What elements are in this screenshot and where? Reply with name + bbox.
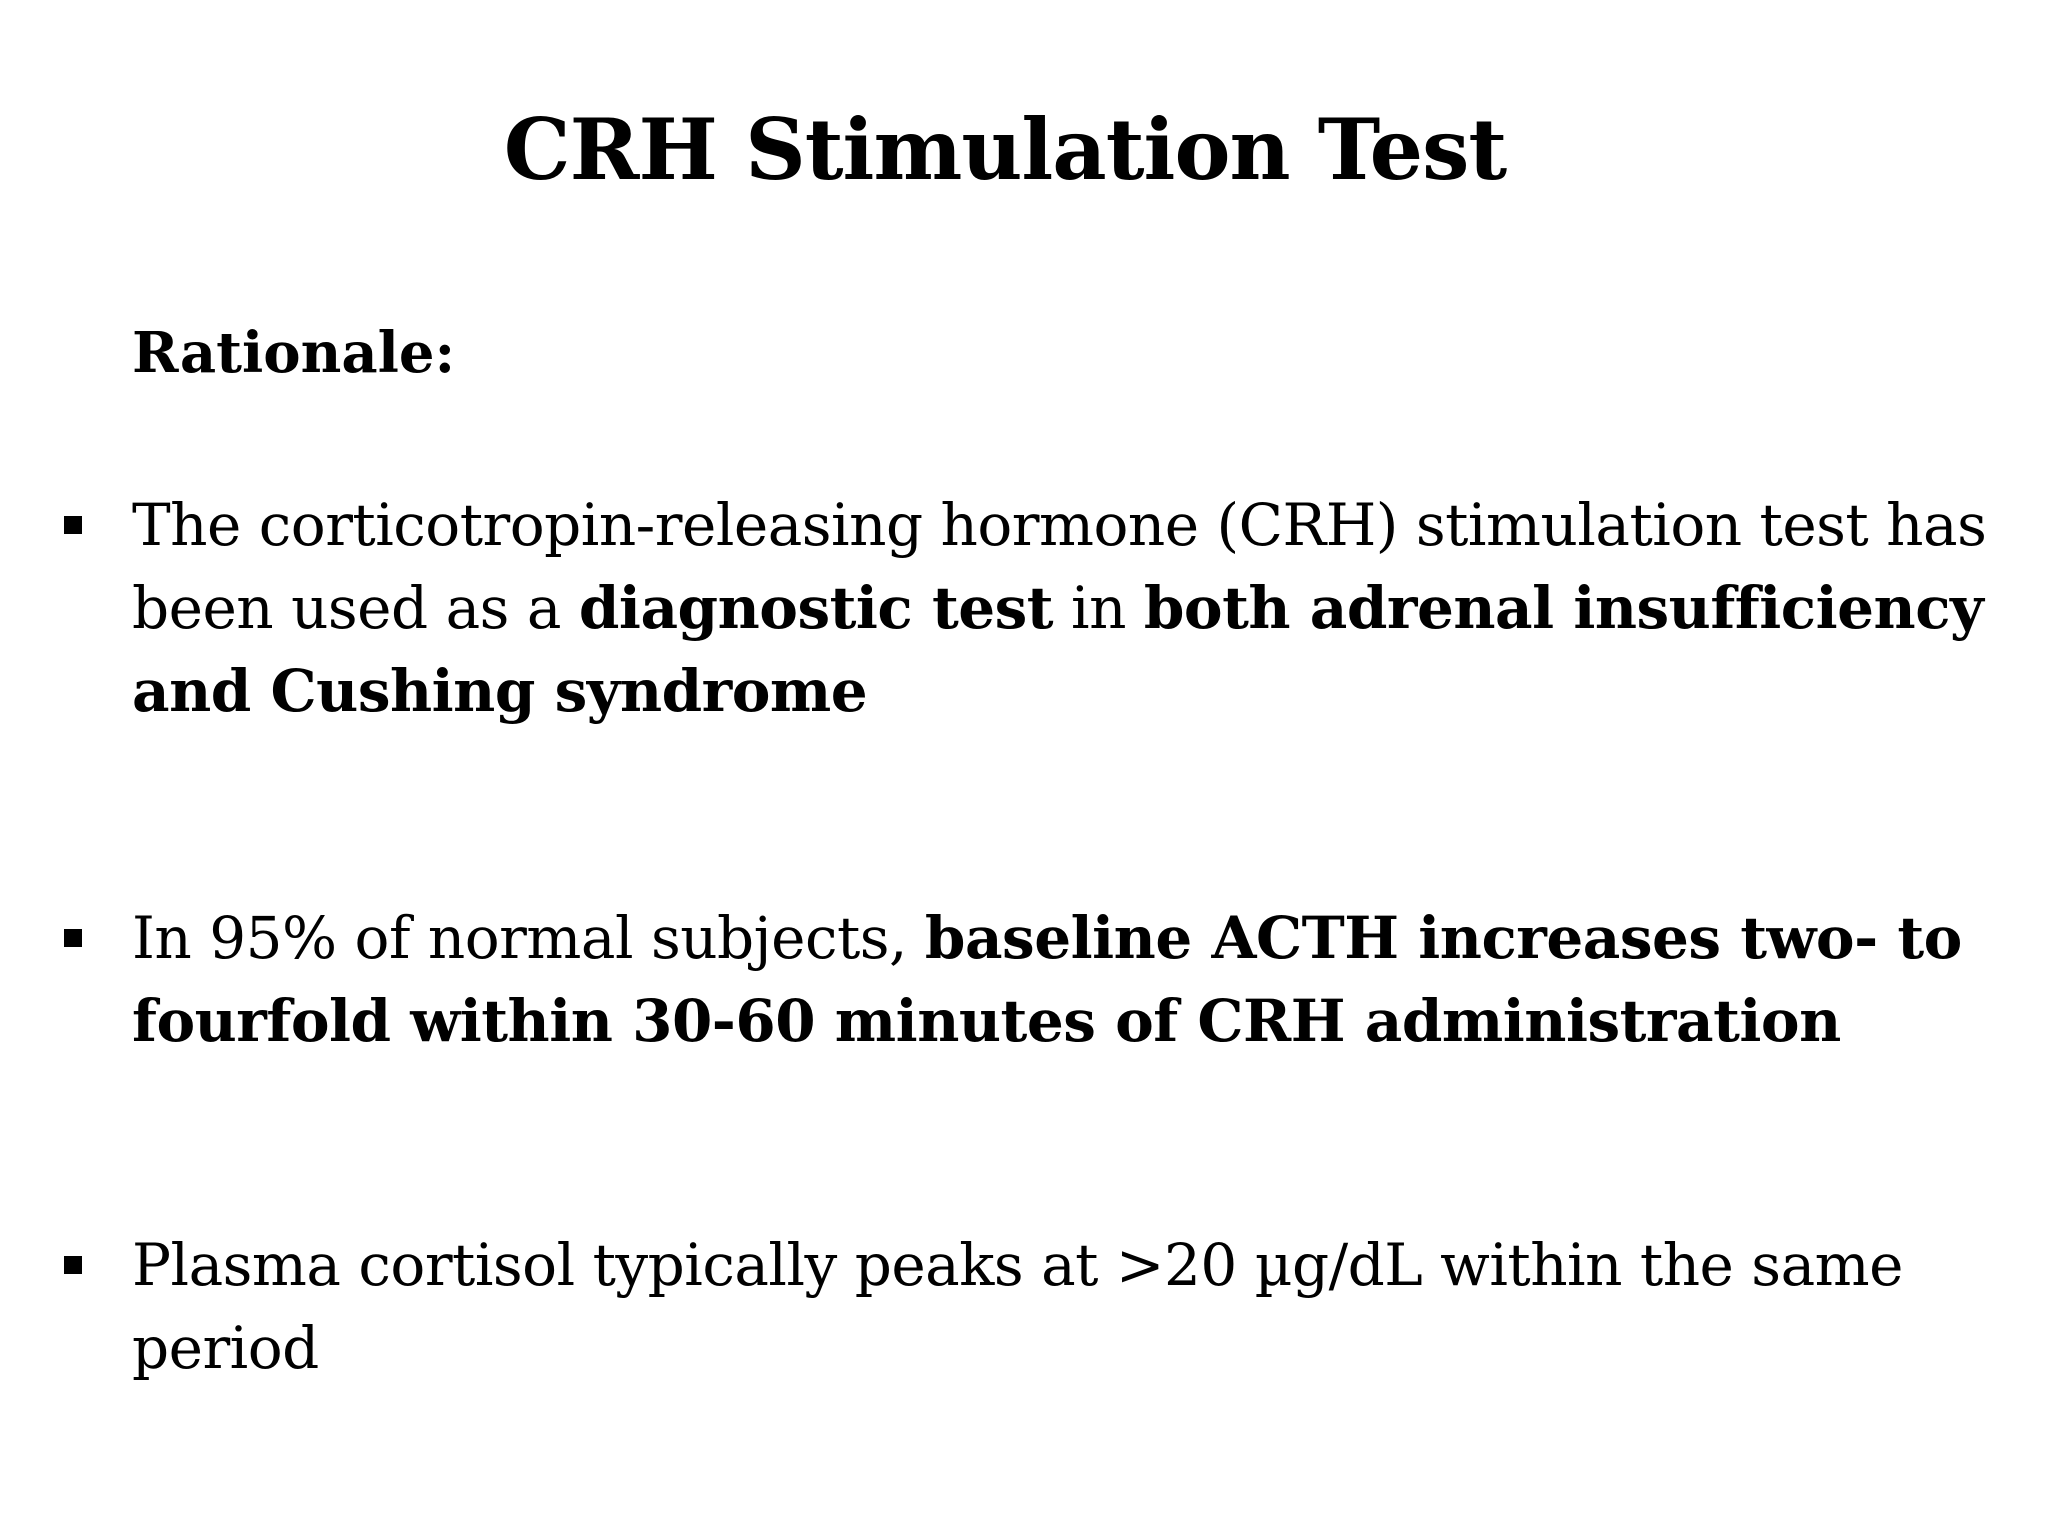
slide-title: CRH Stimulation Test — [503, 100, 1507, 199]
bullet-3-segment-1: Plasma cortisol typically peaks at >20 µg/dL within the same period — [132, 1231, 1903, 1382]
rationale-heading: Rationale: — [132, 320, 456, 386]
square-bullet-icon — [60, 484, 132, 567]
bullet-1-segment-1: The corticotropin-releasing hormone (CRH) stimulation test has been used as a — [132, 491, 1987, 642]
bullet-item-2 — [60, 897, 2020, 1063]
bullet-item-1 — [60, 484, 2020, 733]
bullet-2-segment-2: baseline ACTH increases two- to fourfold within 30-60 minutes of CRH administration — [132, 904, 1962, 1055]
bullet-text-2 — [132, 897, 2020, 1063]
square-bullet-icon — [60, 1224, 132, 1307]
bullet-1-segment-3: in — [1053, 574, 1144, 642]
bullet-item-3 — [60, 1224, 2020, 1390]
bullet-1-segment-4: both adrenal insufficiency and Cushing syndrome — [132, 574, 1984, 725]
square-bullet-icon — [60, 897, 132, 980]
bullet-text-3 — [132, 1224, 2020, 1390]
bullet-1-segment-2: diagnostic test — [578, 574, 1054, 642]
bullet-2-segment-1: In 95% of normal subjects, — [132, 904, 925, 972]
bullet-text-1 — [132, 484, 2020, 733]
